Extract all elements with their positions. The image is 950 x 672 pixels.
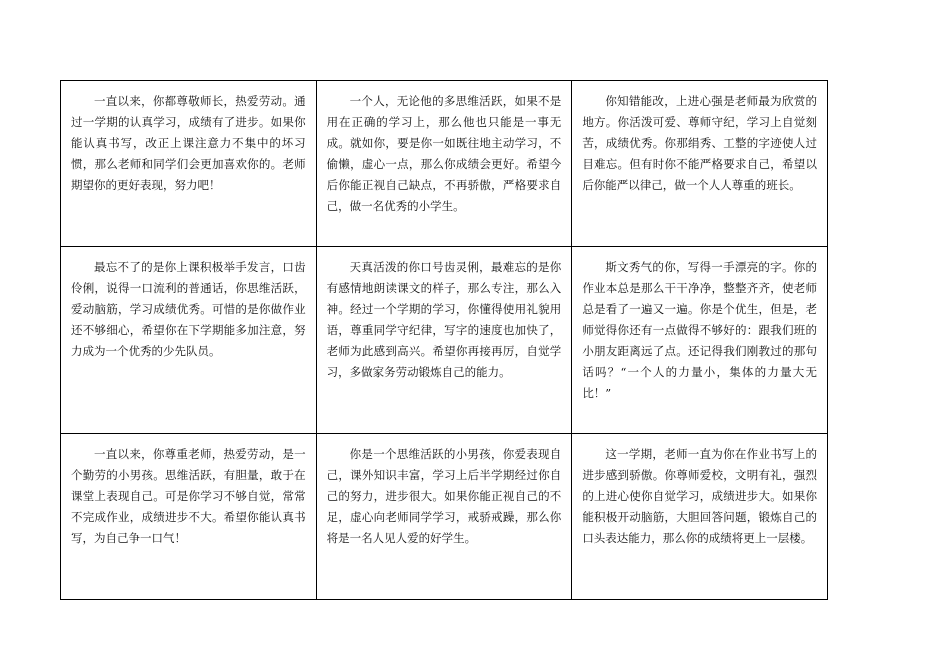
comment-text: 一直以来，你都尊敬师长，热爱劳动。通过一学期的认真学习，成绩有了进步。如果你能认真书写，改正上课注意力不集中的坏习惯，那么老师和同学们会更加喜欢你的。老师期望你的更好表现，努力吧！ — [71, 94, 306, 192]
comment-cell — [316, 81, 572, 247]
comment-text: 斯文秀气的你，写得一手漂亮的字。你的作业本总是那么干干净净，整整齐齐，使老师总是看了一遍又一遍。你是个优生，但是，老师觉得你还有一点做得不够好的：跟我们班的小朋友距离远了点。还记得我们刚教过的那句话吗？“一个人的力量小，集体的力量大无比！” — [582, 260, 817, 400]
table-row — [61, 81, 828, 247]
comment-cell — [572, 434, 828, 600]
table-row — [61, 247, 828, 434]
comment-text: 最忘不了的是你上课积极举手发言，口齿伶俐，说得一口流利的普通话，你思维活跃，爱动脑筋，学习成绩优秀。可惜的是你做作业还不够细心，希望你在下学期能多加注意，努力成为一个优秀的少先队员。 — [71, 260, 306, 358]
comment-text: 你是一个思维活跃的小男孩，你爱表现自己，课外知识丰富，学习上后半学期经过你自己的努力，进步很大。如果你能正视自己的不足，虚心向老师同学学习，戒骄戒躁，那么你将是一名人见人爱的好学生。 — [326, 447, 562, 545]
comment-text: 一个人，无论他的多思维活跃，如果不是用在正确的学习上，那么他也只能是一事无成。就如你，要是你一如既往地主动学习，不偷懒，虚心一点，那么你成绩会更好。希望今后你能正视自己缺点，不再骄傲，严格要求自己，做一名优秀的小学生。 — [326, 94, 562, 213]
comment-cell — [572, 247, 828, 434]
comment-cell — [572, 81, 828, 247]
comment-text: 天真活泼的你口号齿灵俐，最难忘的是你有感情地朗读课文的样子，那么专注，那么入神。经过一个学期的学习，你懂得使用礼貌用语，尊重同学守纪律，写字的速度也加快了，老师为此感到高兴。希望你再接再厉，自觉学习，多做家务劳动锻炼自己的能力。 — [326, 260, 562, 379]
comment-text: 一直以来，你尊重老师，热爱劳动，是一个勤劳的小男孩。思维活跃，有胆量，敢于在课堂上表现自己。可是你学习不够自觉，常常不完成作业，成绩进步不大。希望你能认真书写，为自己争一口气！ — [71, 447, 306, 545]
comment-cell — [61, 434, 317, 600]
comment-cell — [61, 247, 317, 434]
comment-table — [60, 80, 828, 600]
comment-cell — [316, 247, 572, 434]
comment-text: 你知错能改，上进心强是老师最为欣赏的地方。你活泼可爱、尊师守纪，学习上自觉刻苦，成绩优秀。你那绢秀、工整的字迹使人过目难忘。但有时你不能严格要求自己，希望以后你能严以律己，做一个人人尊重的班长。 — [582, 94, 817, 192]
comment-text: 这一学期，老师一直为你在作业书写上的进步感到骄傲。你尊师爱校，文明有礼，强烈的上进心使你自觉学习，成绩进步大。如果你能积极开动脑筋，大胆回答问题，锻炼自己的口头表达能力，那么你的成绩将更上一层楼。 — [582, 447, 817, 545]
comment-cell — [316, 434, 572, 600]
comment-cell — [61, 81, 317, 247]
table-row — [61, 434, 828, 600]
